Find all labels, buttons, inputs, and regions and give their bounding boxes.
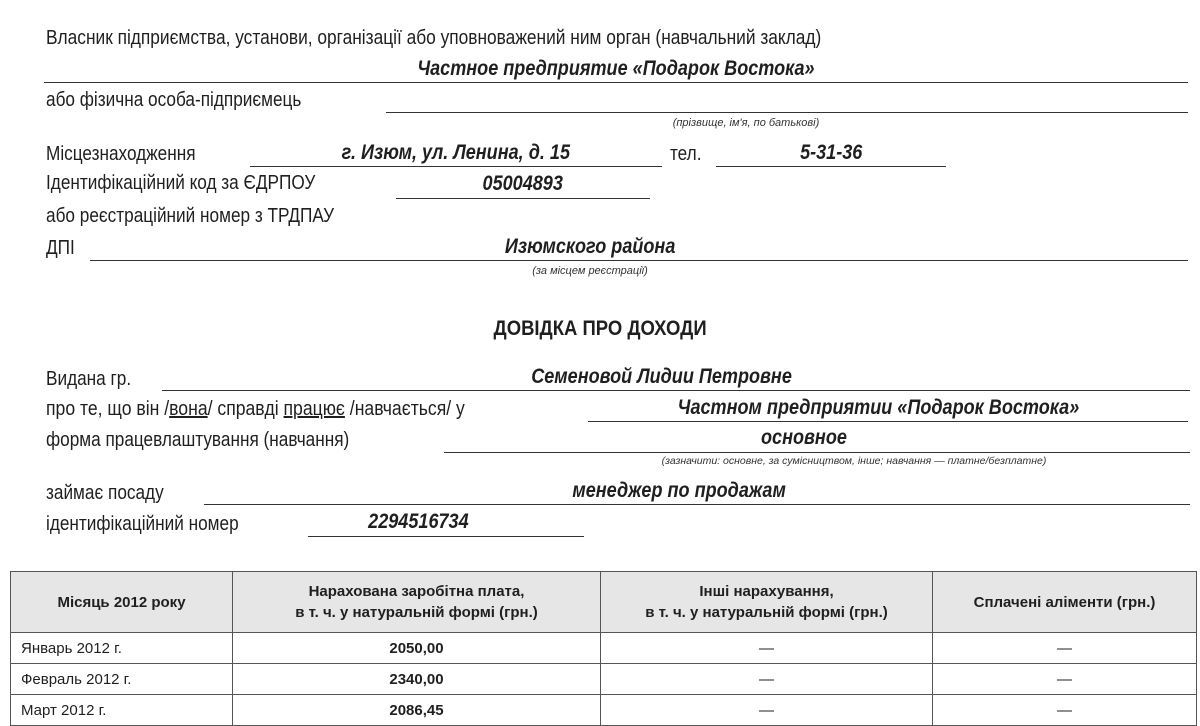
individual-label: або фізична особа-підприємець <box>46 89 302 111</box>
form-value: основное <box>761 426 847 449</box>
table-header-row <box>11 572 1197 633</box>
owner-label: Власник підприємства, установи, організації або уповноважений ним орган (навчальний заклад) <box>46 27 822 49</box>
issued-label: Видана гр. <box>46 368 132 390</box>
cell-other: — <box>601 664 933 695</box>
table-row <box>11 633 1197 664</box>
col-header-other: Інші нарахування, в т. ч. у натуральній формі (грн.) <box>601 572 933 633</box>
position-value: менеджер по продажам <box>572 479 786 502</box>
table-row <box>11 664 1197 695</box>
edrpou-value: 05004893 <box>482 172 564 195</box>
id-label: ідентифікаційний номер <box>46 513 239 535</box>
individual-hint: (прізвище, ім'я, по батькові) <box>672 117 820 129</box>
dpi-label: ДПІ <box>46 237 75 259</box>
document-title: ДОВІДКА ПРО ДОХОДИ <box>493 317 707 340</box>
table-row <box>11 695 1197 726</box>
owner-value: Частное предприятие «Подарок Востока» <box>417 57 815 80</box>
trdpau-label: або реєстраційний номер з ТРДПАУ <box>46 205 335 227</box>
dpi-value: Изюмского района <box>504 235 676 258</box>
cell-alimony: — <box>933 633 1197 664</box>
form-label: форма працевлаштування (навчання) <box>46 429 350 451</box>
position-label: займає посаду <box>46 482 164 504</box>
cell-salary: 2340,00 <box>233 664 601 695</box>
cell-salary: 2086,45 <box>233 695 601 726</box>
cell-alimony: — <box>933 664 1197 695</box>
issued-value: Семеновой Лидии Петровне <box>531 365 793 388</box>
cell-alimony: — <box>933 695 1197 726</box>
cell-month: Март 2012 г. <box>11 695 233 726</box>
individual-line <box>386 86 1188 113</box>
col-header-salary: Нарахована заробітна плата, в т. ч. у натуральній формі (грн.) <box>233 572 601 633</box>
cell-month: Январь 2012 г. <box>11 633 233 664</box>
form-hint: (зазначити: основне, за сумісництвом, інше; навчання — платне/безплатне) <box>661 455 1047 467</box>
dpi-hint: (за місцем реєстрації) <box>532 265 648 277</box>
works-at-value: Частном предприятии «Подарок Востока» <box>677 396 1079 419</box>
phone-label: тел. <box>670 143 702 165</box>
cell-month: Февраль 2012 г. <box>11 664 233 695</box>
phone-value: 5-31-36 <box>799 141 863 164</box>
cell-salary: 2050,00 <box>233 633 601 664</box>
cell-other: — <box>601 633 933 664</box>
location-value: г. Изюм, ул. Ленина, д. 15 <box>341 141 571 164</box>
pratsiue-underlined: працює <box>283 398 345 420</box>
id-value: 2294516734 <box>367 510 469 533</box>
col-header-alimony: Сплачені аліменти (грн.) <box>933 572 1197 633</box>
vona-underlined: вона <box>169 398 208 420</box>
location-label: Місцезнаходження <box>46 143 196 165</box>
edrpou-label: Ідентифікаційний код за ЄДРПОУ <box>46 172 316 194</box>
col-header-month: Місяць 2012 року <box>11 572 233 633</box>
income-table <box>10 571 1197 726</box>
works-at-label: про те, що він /вона/ справді працює /навчається/ у <box>46 398 465 420</box>
cell-other: — <box>601 695 933 726</box>
